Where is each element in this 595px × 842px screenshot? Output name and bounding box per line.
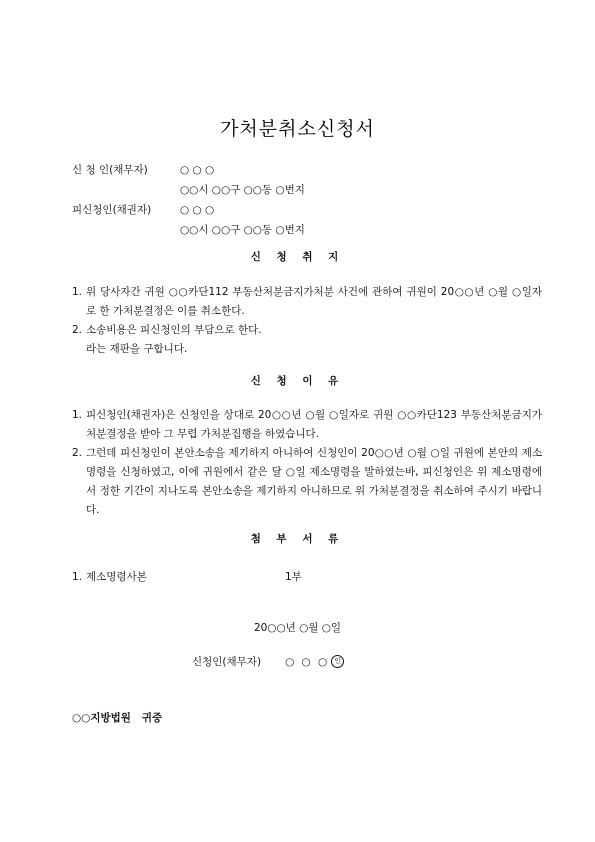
applicant-name: ○ ○ ○ xyxy=(180,164,215,176)
document-title: 가처분취소신청서 xyxy=(220,118,375,140)
reason-item xyxy=(72,406,542,444)
parties-block xyxy=(72,160,305,240)
purpose-item-text: 소송비용은 피신청인의 부담으로 한다. xyxy=(86,324,262,336)
purpose-item xyxy=(72,283,542,321)
purpose-section xyxy=(72,283,542,359)
purpose-item-number: 1. xyxy=(72,286,83,298)
reason-item xyxy=(72,444,542,520)
respondent-address-row xyxy=(72,220,305,240)
respondent-row xyxy=(72,200,305,220)
reason-item-number: 1. xyxy=(72,409,83,421)
attachment-item xyxy=(72,568,312,586)
respondent-name: ○ ○ ○ xyxy=(180,204,215,216)
purpose-item-number: 2. xyxy=(72,324,83,336)
attachment-number: 1. xyxy=(72,571,83,583)
attachments-heading: 첨 부 서 류 xyxy=(250,533,345,545)
purpose-closing: 라는 재판을 구합니다. xyxy=(86,343,188,355)
signature-line xyxy=(192,654,344,669)
seal-icon: 인 xyxy=(331,655,344,668)
applicant-row xyxy=(72,160,305,180)
attachment-count: 1부 xyxy=(285,571,302,583)
reason-item-number: 2. xyxy=(72,447,83,459)
purpose-item xyxy=(72,321,542,340)
respondent-label: 피신청인(채권자) xyxy=(72,204,152,216)
filing-date: 20○○년 ○월 ○일 xyxy=(253,622,342,634)
purpose-heading: 신 청 취 지 xyxy=(250,251,345,263)
signature-label: 신청인(채무자) xyxy=(192,656,262,668)
reason-item-text: 피신청인(채권자)은 신청인을 상대로 20○○년 ○월 ○일자로 귀원 ○○카단123 부동산처분금지가처분결정을 받아 그 무렵 가처분집행을 하였습니다. xyxy=(86,409,542,440)
signature-name: ○ ○ ○ xyxy=(285,655,330,668)
attachment-name: 제소명령사본 xyxy=(86,571,147,583)
court-addressee: ○○지방법원 귀중 xyxy=(72,712,163,724)
applicant-address: ○○시 ○○구 ○○동 ○번지 xyxy=(180,184,305,196)
respondent-address: ○○시 ○○구 ○○동 ○번지 xyxy=(180,224,305,236)
reason-heading: 신 청 이 유 xyxy=(250,375,345,387)
applicant-address-row xyxy=(72,180,305,200)
reason-section xyxy=(72,406,542,520)
applicant-label: 신 청 인(채무자) xyxy=(72,164,148,176)
purpose-item-text: 위 당사자간 귀원 ○○카단112 부동산처분금지가처분 사건에 관하여 귀원이 20○○년 ○월 ○일자로 한 가처분결정은 이를 취소한다. xyxy=(86,286,542,317)
reason-item-text: 그런데 피신청인이 본안소송을 제기하지 아니하여 신청인이 20○○년 ○월 ○일 귀원에 본안의 제소명령을 신청하였고, 이에 귀원에서 같은 달 ○일 제소명령을 발하였는바, 피신청인은 위 제소명령에서 정한 기간이 지나도록 본안소송을 제기하지 아니하므로 위 가처분결정을 취소하여 주시기 바랍니다. xyxy=(86,447,542,516)
